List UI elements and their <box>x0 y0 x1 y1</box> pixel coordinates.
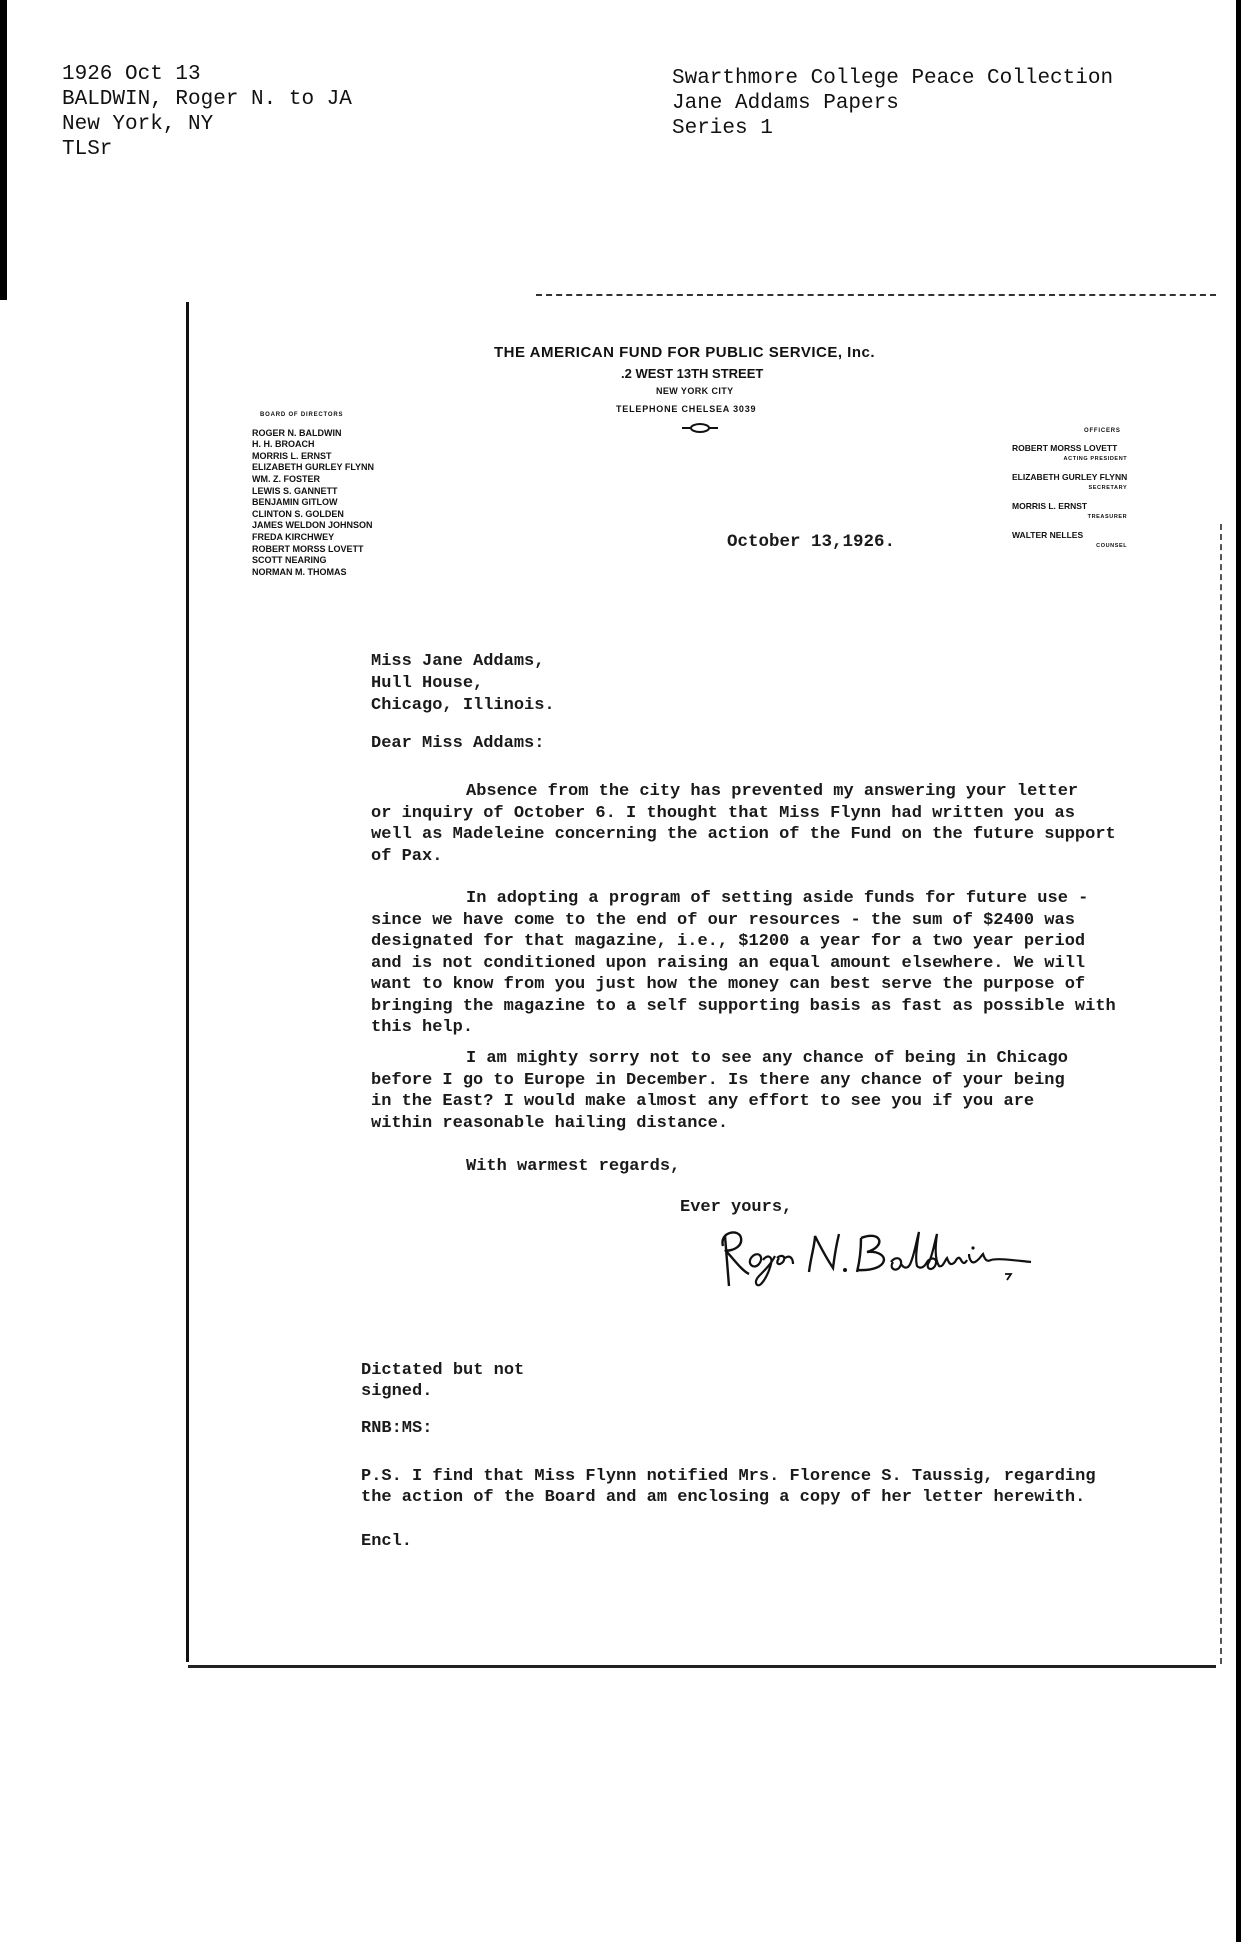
citation-place: New York, NY <box>62 113 214 136</box>
recipient-line: Miss Jane Addams, <box>371 652 545 671</box>
paragraph-line: of Pax. <box>371 846 443 866</box>
sheet-edge-top <box>536 294 1216 296</box>
officers-title: OFFICERS <box>1084 428 1121 434</box>
organization-telephone: TELEPHONE CHELSEA 3039 <box>616 404 757 414</box>
officer-name: ROBERT MORSS LOVETT <box>1012 443 1118 453</box>
postscript <box>361 1466 1096 1508</box>
officer-name: MORRIS L. ERNST <box>1012 501 1088 511</box>
board-member: LEWIS S. GANNETT <box>252 485 338 496</box>
board-member: ELIZABETH GURLEY FLYNN <box>252 462 375 473</box>
recipient-address <box>371 651 555 717</box>
paragraph-line: in the East? I would make almost any effort to see you if you are <box>371 1092 1035 1111</box>
paragraph-line: or inquiry of October 6. I thought that Miss Flynn had written you as <box>371 803 1075 823</box>
paragraph-line: designated for that magazine, i.e., $1200 a year for a two year period <box>371 932 1086 951</box>
board-title: BOARD OF DIRECTORS <box>260 412 344 418</box>
officer-name: WALTER NELLES <box>1012 530 1084 540</box>
paragraph-3 <box>371 1048 1068 1134</box>
citation-doc-type: TLSr <box>62 138 113 161</box>
organization-address: .2 WEST 13TH STREET <box>621 366 764 381</box>
paragraph-line: want to know from you just how the money can best serve the purpose of <box>371 975 1086 994</box>
dictation-line: Dictated but not <box>361 1361 525 1380</box>
organization-name: THE AMERICAN FUND FOR PUBLIC SERVICE, Inc. <box>494 344 876 361</box>
sheet-edge-left <box>186 302 189 1662</box>
closing-ever-yours: Ever yours, <box>680 1198 793 1217</box>
paragraph-line: Absence from the city has prevented my answering your letter <box>466 782 1079 801</box>
citation-correspondents: BALDWIN, Roger N. to JA <box>62 88 352 111</box>
handwritten-signature <box>711 1212 1041 1292</box>
archive-citation <box>62 62 352 162</box>
paragraph-line: In adopting a program of setting aside funds for future use - <box>466 889 1089 908</box>
officer-role: ACTING PRESIDENT <box>1063 456 1128 462</box>
board-member: NORMAN M. THOMAS <box>252 566 347 577</box>
scan-edge-left <box>0 0 7 300</box>
salutation: Dear Miss Addams: <box>371 734 545 753</box>
ornament-icon <box>680 422 720 434</box>
paragraph-line: within reasonable hailing distance. <box>371 1113 729 1133</box>
officers-list <box>1012 426 1127 559</box>
board-member: MORRIS L. ERNST <box>252 450 332 461</box>
enclosure-note: Encl. <box>361 1532 413 1551</box>
board-of-directors <box>252 410 374 578</box>
paragraph-line: well as Madeleine concerning the action of the Fund on the future support <box>371 825 1116 844</box>
paragraph-line: this help. <box>371 1018 474 1037</box>
board-member: FREDA KIRCHWEY <box>252 531 335 542</box>
board-member: WM. Z. FOSTER <box>252 473 320 484</box>
paragraph-2 <box>371 888 1116 1039</box>
dictation-line: signed. <box>361 1382 433 1401</box>
board-member: JAMES WELDON JOHNSON <box>252 520 373 531</box>
paragraph-line: bringing the magazine to a self supporting basis as fast as possible with <box>371 996 1116 1016</box>
sheet-edge-right <box>1220 524 1222 1664</box>
officer-role: TREASURER <box>1087 514 1128 520</box>
recipient-line: Chicago, Illinois. <box>371 696 555 715</box>
recipient-line: Hull House, <box>371 674 484 693</box>
typist-initials: RNB:MS: <box>361 1419 433 1438</box>
officer-name: ELIZABETH GURLEY FLYNN <box>1012 472 1128 482</box>
officer-role: SECRETARY <box>1088 485 1128 491</box>
board-member: ROGER N. BALDWIN <box>252 427 342 438</box>
board-member: ROBERT MORSS LOVETT <box>252 543 364 554</box>
dictation-note <box>361 1360 524 1402</box>
board-member: CLINTON S. GOLDEN <box>252 508 344 519</box>
officer-role: COUNSEL <box>1096 543 1128 549</box>
letter-sheet <box>186 294 1222 1668</box>
citation-date: 1926 Oct 13 <box>62 63 201 86</box>
scan-edge-right <box>1236 0 1241 1942</box>
paragraph-line: since we have come to the end of our resources - the sum of $2400 was <box>371 910 1075 930</box>
postscript-line: P.S. I find that Miss Flynn notified Mrs. Florence S. Taussig, regarding <box>361 1467 1096 1486</box>
paragraph-line: and is not conditioned upon raising an equal amount elsewhere. We will <box>371 953 1086 973</box>
paragraph-line: before I go to Europe in December. Is there any chance of your being <box>371 1070 1065 1090</box>
collection-series: Series 1 <box>672 117 773 140</box>
sheet-edge-bottom <box>188 1665 1216 1668</box>
board-member: SCOTT NEARING <box>252 555 327 566</box>
postscript-line: the action of the Board and am enclosing a copy of her letter herewith. <box>361 1488 1086 1507</box>
letter-date: October 13,1926. <box>727 532 896 552</box>
organization-city: NEW YORK CITY <box>656 386 734 396</box>
paragraph-1 <box>371 781 1116 867</box>
paragraph-line: I am mighty sorry not to see any chance of being in Chicago <box>466 1049 1068 1068</box>
archive-collection <box>672 66 1113 141</box>
collection-papers: Jane Addams Papers <box>672 92 899 115</box>
board-member: H. H. BROACH <box>252 439 315 450</box>
closing-regards: With warmest regards, <box>466 1157 681 1176</box>
collection-name: Swarthmore College Peace Collection <box>672 67 1114 90</box>
board-member: BENJAMIN GITLOW <box>252 497 338 508</box>
